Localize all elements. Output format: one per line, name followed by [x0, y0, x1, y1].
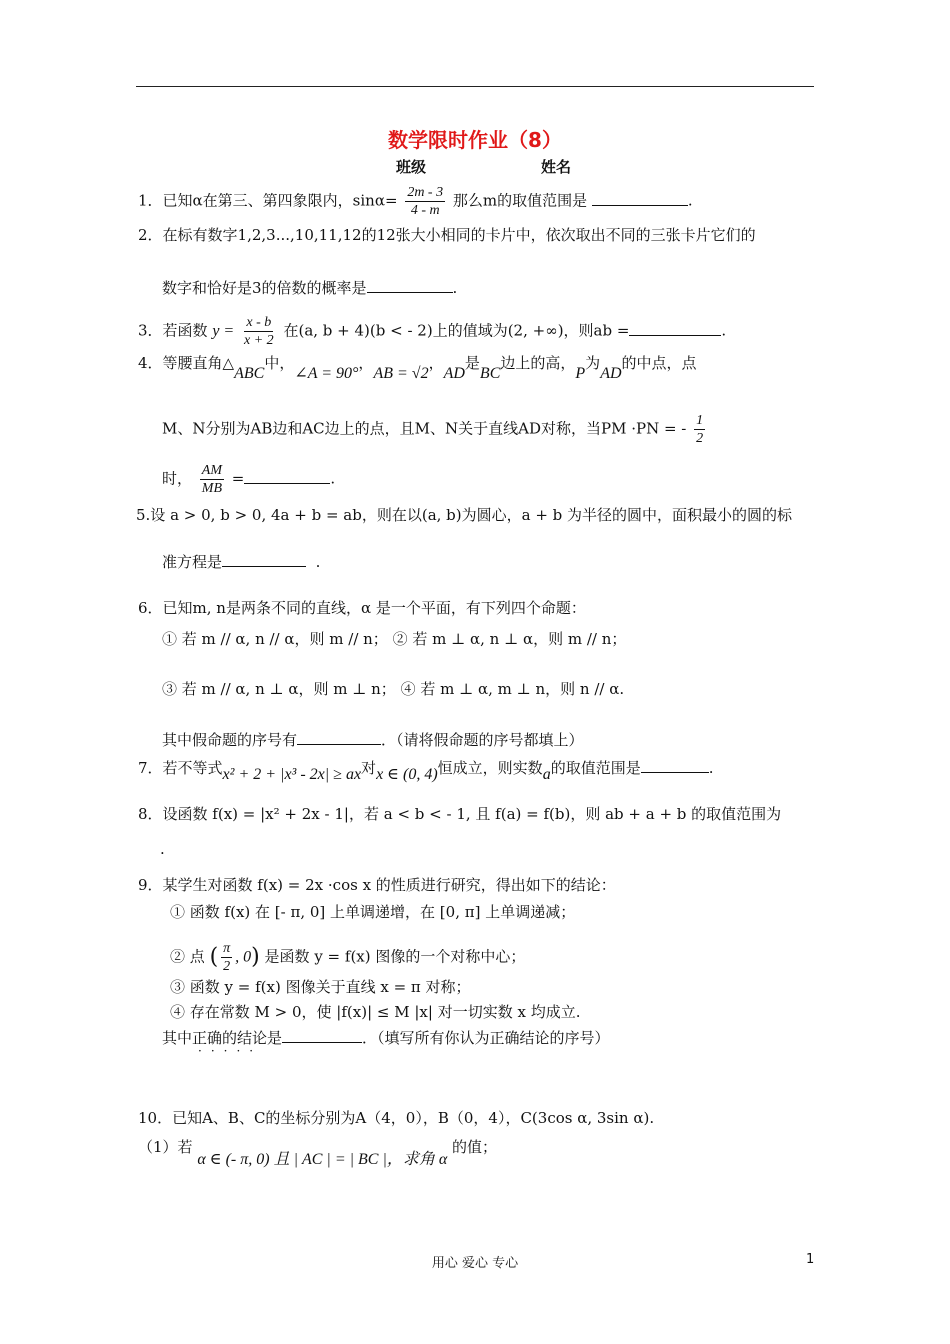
emphasis-dots: ·····	[198, 1044, 263, 1058]
q1-fraction: $\frac{2m - 3}{4 - m}$	[407, 185, 444, 218]
question-9-item-2: ② 点 ( $\frac{\pi}{2}$ , 0) 是函数 y = f(x) 图像的一个对称中心；	[170, 941, 526, 974]
question-6-line-1: 6．已知m, n是两条不同的直线，α 是一个平面，有下列四个命题：	[138, 599, 586, 617]
question-2-line-1: 2．在标有数字1,2,3...,10,11,12的12张大小相同的卡片中，依次取出不同的三张卡片它们的	[138, 226, 756, 244]
answer-blank[interactable]	[297, 730, 381, 745]
answer-blank[interactable]	[641, 758, 709, 773]
page-footer: 用心 爱心 专心	[431, 1256, 519, 1271]
question-10-part-1: （1）若 α ∈ (- π, 0) 且 | AC | = | BC |，求角 α 的值；	[138, 1138, 498, 1168]
answer-blank[interactable]	[222, 552, 306, 567]
question-5-line-1: 5.设 a > 0, b > 0, 4a + b = ab，则在以(a, b)为圆心，a + b 为半径的圆中，面积最小的圆的标	[136, 506, 793, 524]
question-9-item-3: ③ 函数 y = f(x) 图像关于直线 x = π 对称；	[170, 978, 471, 996]
question-9-line-1: 9．某学生对函数 f(x) = 2x ·cos x 的性质进行研究，得出如下的结论：	[138, 876, 616, 894]
question-10-line-1: 10．已知A、B、C的坐标分别为A（4，0），B（0，4），C(3cos α, 3sin α).	[138, 1109, 655, 1127]
question-3: 3．若函数 y = $\frac{x - b}{x + 2}$ 在(a, b + 4)(b < - 2)上的值域为(2, +∞)，则ab = .	[138, 315, 727, 348]
question-4-line-3: 时， $\frac{AM}{MB}$ = .	[162, 463, 336, 496]
question-4-line-2: M、N分别为AB边和AC边上的点，且M、N关于直线AD对称，当PM ·PN = - $\frac{1}{2}$	[162, 413, 704, 446]
class-label: 班级	[396, 158, 427, 176]
question-2-line-2: 数字和恰好是3的倍数的概率是 .	[162, 279, 458, 297]
page-title: 数学限时作业（8）	[388, 128, 562, 152]
question-6-line-4: 其中假命题的序号有 ．（请将假命题的序号都填上）	[162, 731, 584, 749]
question-5-line-2: 准方程是 .	[162, 553, 321, 571]
q4-fraction-half: $\frac{1}{2}$	[696, 413, 704, 446]
question-8-line-1: 8．设函数 f(x) = |x² + 2x - 1|，若 a < b < - 1, 且 f(a) = f(b)，则 ab + a + b 的取值范围为	[138, 805, 782, 823]
question-6-line-3: ③ 若 m // α, n ⊥ α，则 m ⊥ n； ④ 若 m ⊥ α, m ⊥ n，则 n // α.	[162, 680, 625, 698]
left-paren: (	[209, 944, 219, 970]
question-6-line-2: ① 若 m // α, n // α，则 m // n； ② 若 m ⊥ α, n ⊥ α，则 m // n；	[162, 630, 627, 648]
q4-fraction-am-mb: $\frac{AM}{MB}$	[201, 463, 223, 496]
question-7: 7．若不等式x² + 2 + |x³ - 2x| ≥ ax对x ∈ (0, 4)恒成立，则实数a的取值范围是 .	[138, 759, 714, 783]
answer-blank[interactable]	[629, 321, 721, 336]
question-1: 1．已知α在第三、第四象限内，sinα= $\frac{2m - 3}{4 - m}$ 那么m的取值范围是 .	[138, 185, 693, 218]
page-number: 1	[806, 1252, 815, 1267]
question-9-item-4: ④ 存在常数 M > 0，使 |f(x)| ≤ M |x| 对一切实数 x 均成立.	[170, 1003, 581, 1021]
answer-blank[interactable]	[244, 469, 330, 484]
header-rule	[136, 86, 814, 87]
question-9-item-1: ① 函数 f(x) 在 [- π, 0] 上单调递增，在 [0, π] 上单调递减；	[170, 903, 576, 921]
question-9-line-6: 其中正确的结论是 ．（填写所有你认为正确结论的序号）	[162, 1029, 610, 1047]
answer-blank[interactable]	[592, 191, 688, 206]
name-label: 姓名	[541, 158, 572, 176]
right-paren: )	[251, 944, 260, 970]
answer-blank[interactable]	[367, 278, 453, 293]
q9-fraction-pi-over-2: $\frac{\pi}{2}$	[223, 941, 231, 974]
question-8-line-2: .	[160, 840, 165, 858]
question-4-line-1: 4．等腰直角△ABC中，∠A = 90°，AB = √2，AD是BC边上的高，P为AD的中点，点	[138, 354, 697, 382]
q3-fraction: $\frac{x - b}{x + 2}$	[244, 315, 274, 348]
answer-blank[interactable]	[282, 1028, 362, 1043]
